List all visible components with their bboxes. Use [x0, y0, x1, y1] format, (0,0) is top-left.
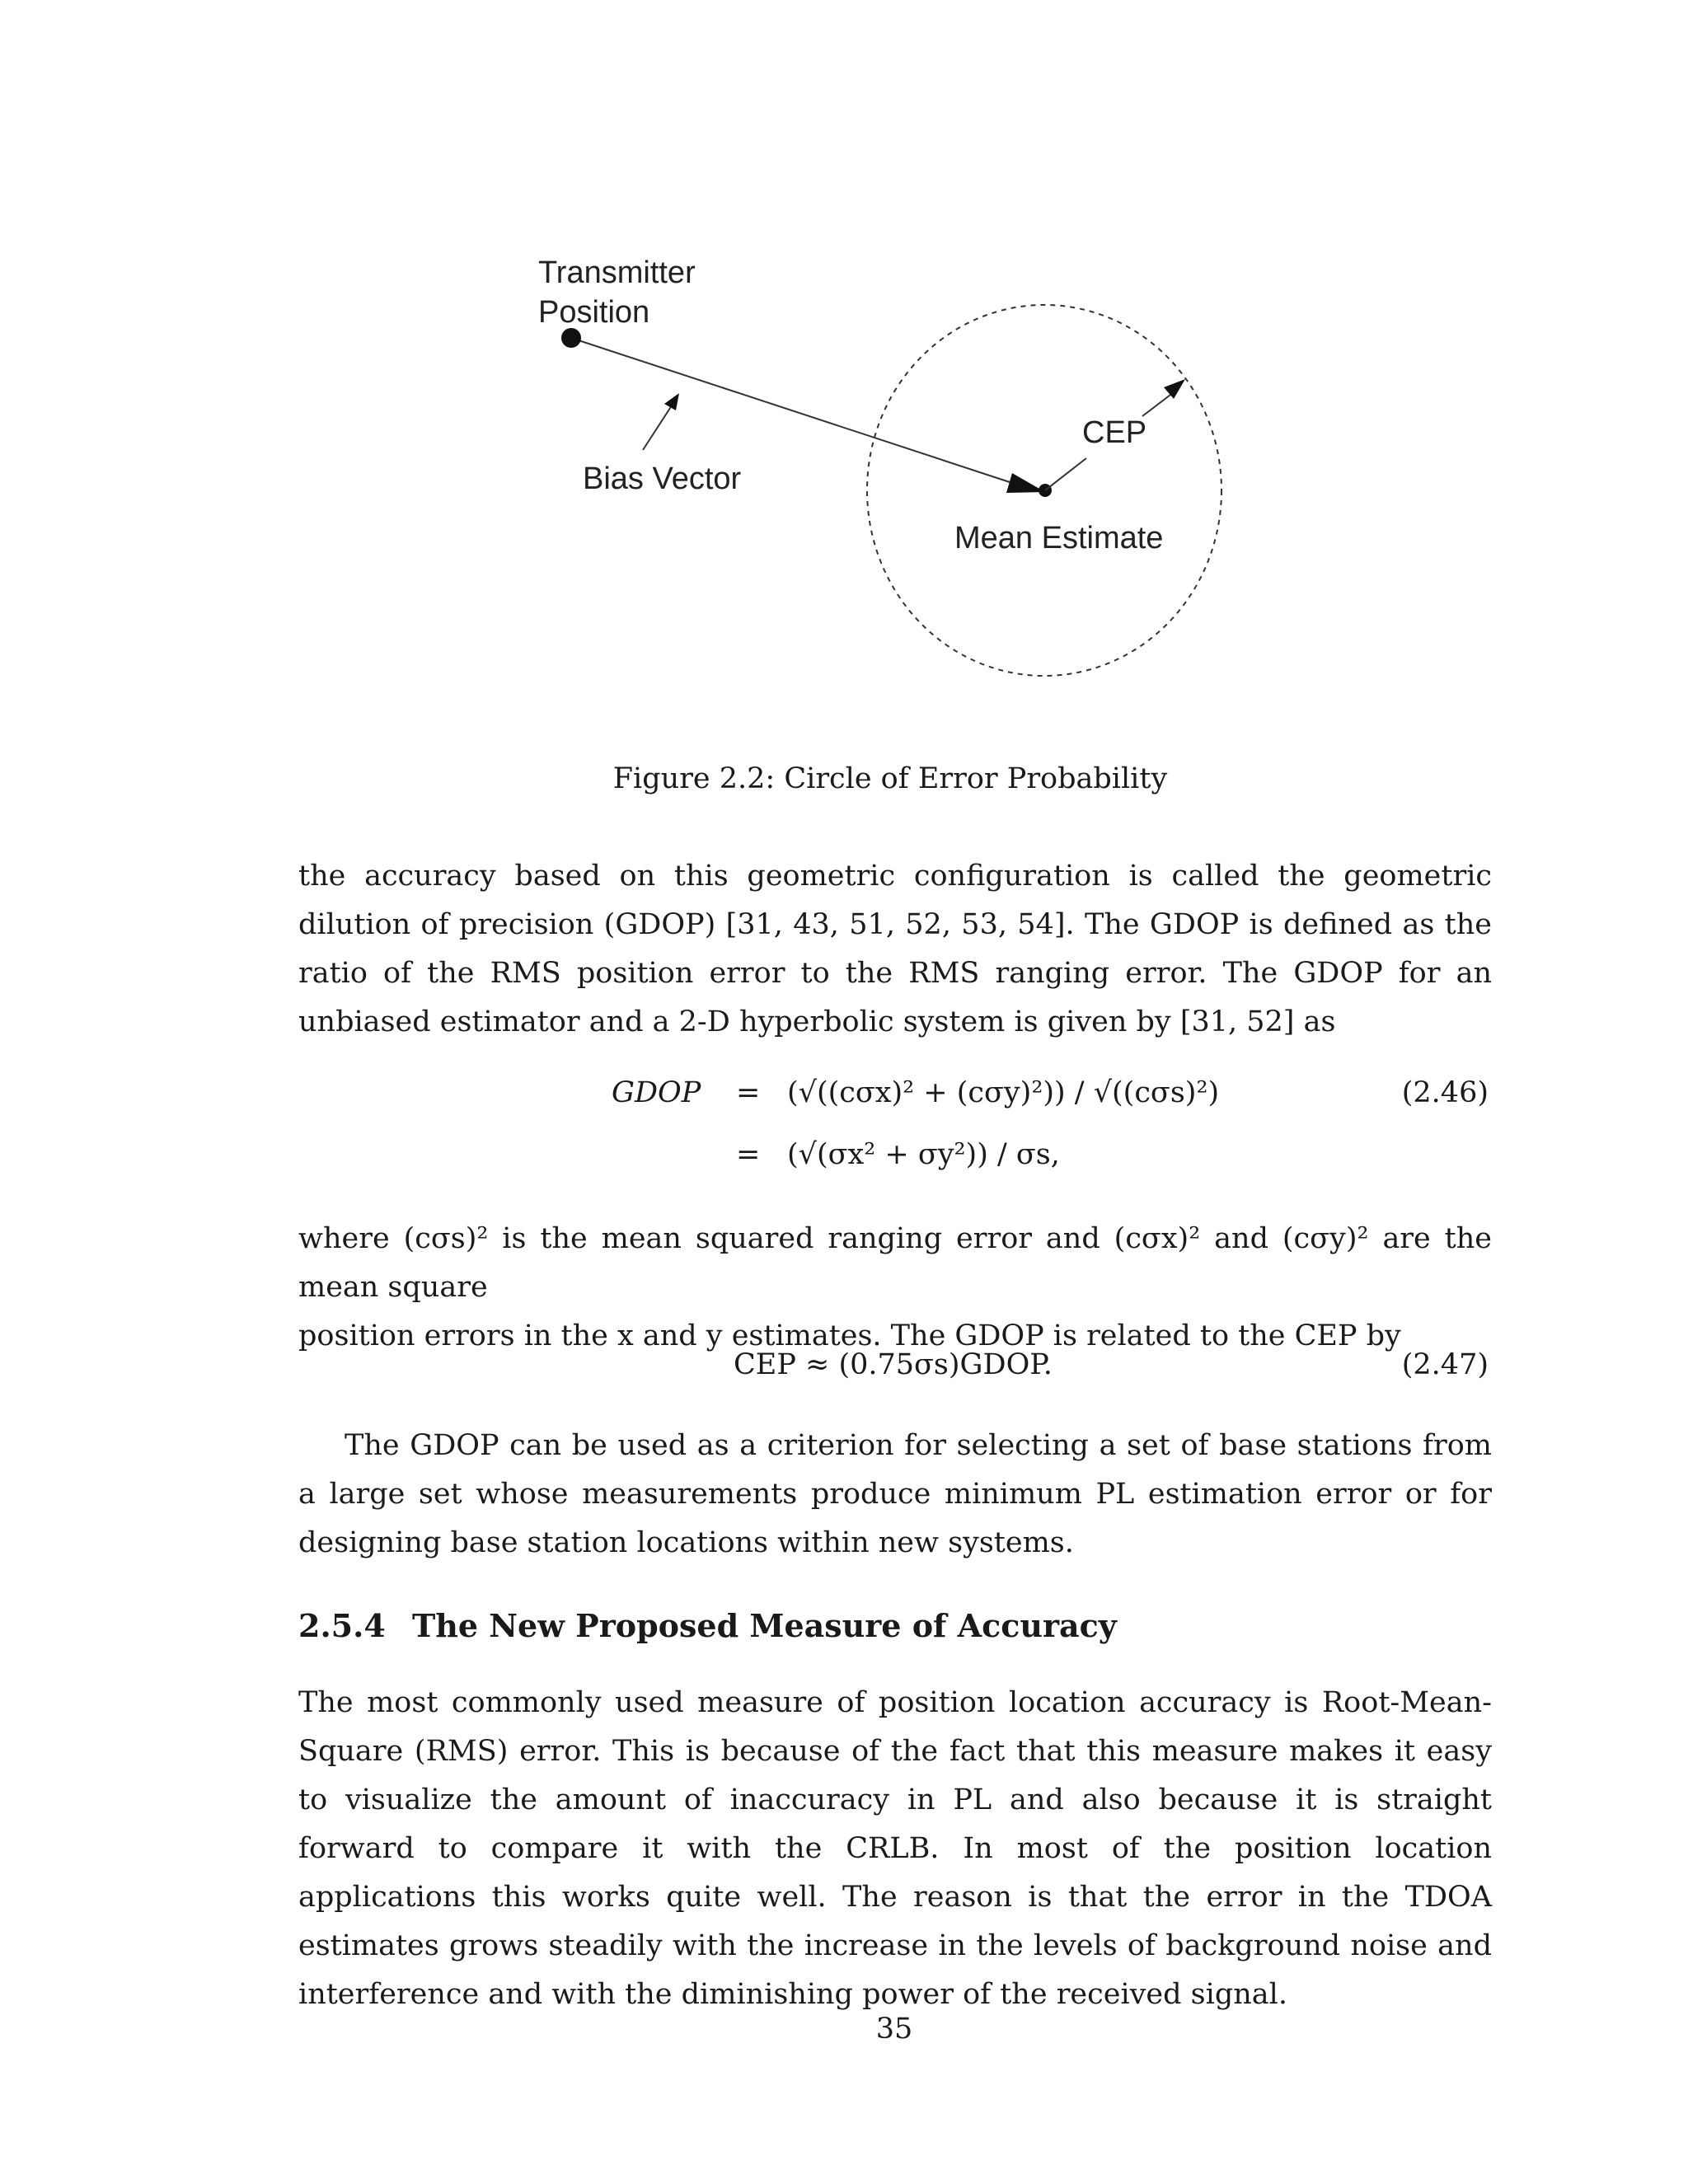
bias-vector-label: Bias Vector	[583, 462, 742, 496]
equation-2-46-eq1: =	[736, 1076, 761, 1109]
figure-cep	[0, 0, 1688, 824]
paragraph-gdop-criterion: The GDOP can be used as a criterion for selecting a set of base stations from a large set whose measurements produce minimum PL estimation error or for designing base station locations within new systems.	[298, 1429, 1492, 1559]
paragraph-gdop-where-line1: where (cσs)² is the mean squared ranging error and (cσx)² and (cσy)² are the mean square	[298, 1222, 1492, 1304]
paragraph-gdop-where	[298, 1215, 1492, 1361]
cep-arrowhead	[1164, 379, 1185, 399]
mean-estimate-label: Mean Estimate	[954, 521, 1164, 555]
equation-2-46-line1: (√((cσx)² + (cσy)²)) / √((cσs)²)	[787, 1076, 1220, 1109]
cep-diagram	[0, 0, 1688, 824]
transmitter-label-line2: Position	[538, 294, 650, 330]
transmitter-label	[538, 254, 696, 332]
equation-2-46-number: (2.46)	[1401, 1076, 1489, 1109]
section-heading	[298, 1607, 1117, 1644]
equation-2-47: CEP ≈ (0.75σs)GDOP.	[734, 1348, 1053, 1381]
equation-2-47-number: (2.47)	[1401, 1348, 1489, 1381]
cep-label: CEP	[1082, 415, 1147, 450]
paragraph-gdop-intro: the accuracy based on this geometric configuration is called the geometric dilution of precision (GDOP) [31, 43, 51, 52, 53, 54]. The GDOP is defined as the ratio of the RMS position error to the RMS ranging error. The GDOP for an unbiased estimator and a 2-D hyperbolic system is given by [31, 52] as	[298, 860, 1492, 1038]
section-title: The New Proposed Measure of Accuracy	[412, 1607, 1117, 1644]
equation-2-46-eq2: =	[736, 1138, 761, 1171]
section-number: 2.5.4	[298, 1607, 386, 1644]
cep-pointer-line	[1045, 458, 1086, 490]
paragraph-new-measure: The most commonly used measure of position location accuracy is Root-Mean-Square (RMS) error. This is because of the fact that this measure makes it easy to visualize the amount of inaccuracy in PL and also because it is straight forward to compare it with the CRLB. In most of the position location applications this works quite well. The reason is that the error in the TDOA estimates grows steadily with the increase in the levels of background noise and interference and with the diminishing power of the received signal.	[298, 1686, 1492, 2011]
cep-arrow-line	[1142, 392, 1174, 416]
paragraph-gdop-where-line2: position errors in the x and y estimates. The GDOP is related to the CEP by	[298, 1319, 1401, 1352]
page-number: 35	[875, 2013, 913, 2046]
equation-2-46-lhs	[612, 1076, 701, 1109]
bias-pointer-line	[643, 405, 672, 450]
bias-pointer-arrowhead	[664, 393, 679, 410]
figure-caption: Figure 2.2: Circle of Error Probability	[612, 762, 1168, 795]
transmitter-label-line1: Transmitter	[538, 255, 696, 290]
equation-2-46-line2: (√(σx² + σy²)) / σs,	[787, 1138, 1060, 1171]
equation-lhs: GDOP	[612, 1076, 701, 1109]
